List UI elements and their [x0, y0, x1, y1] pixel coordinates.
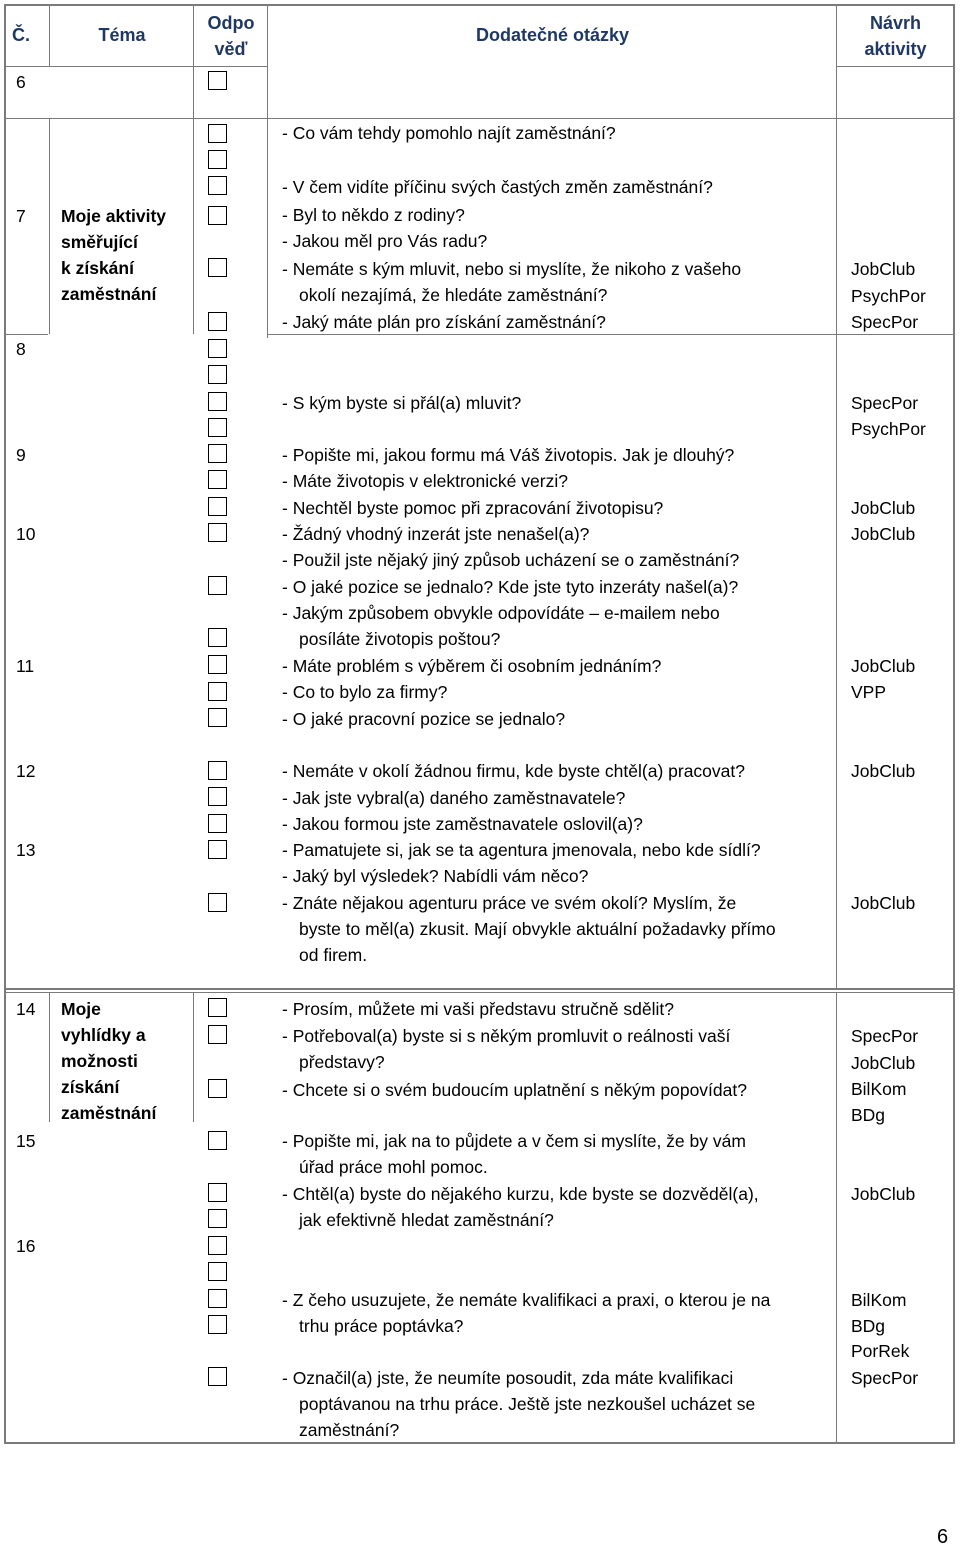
- theme-7-line-3: k získání: [61, 258, 134, 278]
- activity-label: PsychPor: [851, 419, 926, 439]
- question-line: posíláte životopis poštou?: [299, 629, 501, 649]
- answer-checkbox[interactable]: [208, 787, 227, 806]
- row-number-13: 13: [16, 840, 36, 860]
- theme-14-line-1: Moje: [61, 999, 101, 1019]
- row-number-8: 8: [16, 339, 26, 359]
- section-divider-4: [4, 992, 954, 993]
- answer-checkbox[interactable]: [208, 708, 227, 727]
- answer-checkbox[interactable]: [208, 1131, 227, 1150]
- column-divider-activity-b: [836, 992, 837, 1442]
- section-divider-1: [4, 118, 954, 119]
- question-line: okolí nezajímá, že hledáte zaměstnání?: [299, 285, 608, 305]
- answer-checkbox[interactable]: [208, 1289, 227, 1308]
- question-line: - Potřeboval(a) byste si s někým promluvit o reálnosti vaší: [282, 1026, 731, 1046]
- table-border-bottom: [4, 1442, 954, 1444]
- activity-label: JobClub: [851, 1184, 916, 1204]
- column-divider-num-c: [49, 992, 50, 1122]
- header-theme: Téma: [98, 25, 146, 45]
- answer-checkbox[interactable]: [208, 444, 227, 463]
- section-divider-2: [4, 334, 48, 335]
- theme-14-line-5: zaměstnání: [61, 1103, 157, 1123]
- activity-label: JobClub: [851, 656, 916, 676]
- theme-7-line-4: zaměstnání: [61, 284, 157, 304]
- question-line: - Chtěl(a) byste do nějakého kurzu, kde byste se dozvěděl(a),: [282, 1184, 759, 1204]
- answer-checkbox[interactable]: [208, 576, 227, 595]
- question-line: poptávanou na trhu práce. Ještě jste nezkoušel ucházet se: [299, 1394, 756, 1414]
- question-line: - Znáte nějakou agenturu práce ve svém okolí? Myslím, že: [282, 893, 737, 913]
- answer-checkbox[interactable]: [208, 893, 227, 912]
- answer-checkbox[interactable]: [208, 365, 227, 384]
- column-divider-theme-b: [193, 992, 194, 1122]
- question-line: - Jaký máte plán pro získání zaměstnání?: [282, 312, 606, 332]
- activity-label: VPP: [851, 682, 887, 702]
- question-line: - Jak jste vybral(a) daného zaměstnavatele?: [282, 788, 626, 808]
- answer-checkbox[interactable]: [208, 470, 227, 489]
- theme-14-line-3: možnosti: [61, 1051, 138, 1071]
- answer-checkbox[interactable]: [208, 258, 227, 277]
- row-number-7: 7: [16, 206, 26, 226]
- activity-label: PorRek: [851, 1341, 910, 1361]
- question-line: - Popište mi, jakou formu má Váš životopis. Jak je dlouhý?: [282, 445, 735, 465]
- question-line: - Prosím, můžete mi vaši představu stručně sdělit?: [282, 999, 674, 1019]
- question-line: - Nechtěl byste pomoc při zpracování životopisu?: [282, 498, 664, 518]
- header-questions: Dodatečné otázky: [475, 25, 630, 45]
- table-border-top: [4, 4, 954, 6]
- row-number-9: 9: [16, 445, 26, 465]
- question-line: úřad práce mohl pomoc.: [299, 1157, 488, 1177]
- question-line: byste to měl(a) zkusit. Mají obvykle aktuální požadavky přímo: [299, 919, 776, 939]
- header-answer-1: Odpo: [207, 13, 255, 33]
- question-line: - Byl to někdo z rodiny?: [282, 205, 465, 225]
- question-line: jak efektivně hledat zaměstnání?: [299, 1210, 554, 1230]
- question-line: trhu práce poptávka?: [299, 1316, 464, 1336]
- header-num: Č.: [12, 25, 30, 45]
- table-border-right: [953, 4, 955, 1444]
- answer-checkbox[interactable]: [208, 176, 227, 195]
- question-line: - V čem vidíte příčinu svých častých změn zaměstnání?: [282, 177, 713, 197]
- activity-label: SpecPor: [851, 1026, 919, 1046]
- question-line: - Jakou formou jste zaměstnavatele oslovil(a)?: [282, 814, 643, 834]
- answer-checkbox[interactable]: [208, 312, 227, 331]
- question-line: - Jakou měl pro Vás radu?: [282, 231, 488, 251]
- answer-checkbox[interactable]: [208, 206, 227, 225]
- question-line: - Jaký byl výsledek? Nabídli vám něco?: [282, 866, 589, 886]
- theme-14-line-2: vyhlídky a: [61, 1025, 146, 1045]
- question-line: - Nemáte v okolí žádnou firmu, kde byste chtěl(a) pracovat?: [282, 761, 745, 781]
- question-line: - Označil(a) jste, že neumíte posoudit, zda máte kvalifikaci: [282, 1368, 734, 1388]
- activity-label: SpecPor: [851, 393, 919, 413]
- answer-checkbox[interactable]: [208, 1315, 227, 1334]
- question-line: - Popište mi, jak na to půjdete a v čem si myslíte, že by vám: [282, 1131, 746, 1151]
- answer-checkbox[interactable]: [208, 1262, 227, 1281]
- header-activity-1: Návrh: [869, 13, 922, 33]
- header-activity-2: aktivity: [864, 39, 927, 59]
- question-line: - Co vám tehdy pomohlo najít zaměstnání?: [282, 123, 616, 143]
- header-rule-activity: [837, 66, 954, 67]
- row-number-16: 16: [16, 1236, 36, 1256]
- column-divider-activity: [836, 4, 837, 988]
- answer-checkbox[interactable]: [208, 392, 227, 411]
- answer-checkbox[interactable]: [208, 71, 227, 90]
- answer-checkbox[interactable]: [208, 1079, 227, 1098]
- question-line: - Máte životopis v elektronické verzi?: [282, 471, 568, 491]
- header-rule-answer: [194, 66, 268, 67]
- activity-label: BDg: [851, 1316, 886, 1336]
- answer-checkbox[interactable]: [208, 840, 227, 859]
- question-line: zaměstnání?: [299, 1420, 400, 1440]
- page-number: 6: [937, 1526, 949, 1548]
- activity-label: JobClub: [851, 1053, 916, 1073]
- question-line: - Žádný vhodný inzerát jste nenašel(a)?: [282, 524, 590, 544]
- question-line: - Co to bylo za firmy?: [282, 682, 448, 702]
- activity-label: JobClub: [851, 498, 916, 518]
- question-line: představy?: [299, 1052, 385, 1072]
- activity-label: SpecPor: [851, 312, 919, 332]
- question-line: - S kým byste si přál(a) mluvit?: [282, 393, 522, 413]
- activity-label: BilKom: [851, 1290, 907, 1310]
- answer-checkbox[interactable]: [208, 497, 227, 516]
- row-number-15: 15: [16, 1131, 36, 1151]
- activity-label: JobClub: [851, 893, 916, 913]
- activity-label: PsychPor: [851, 286, 926, 306]
- activity-label: JobClub: [851, 524, 916, 544]
- activity-label: BDg: [851, 1105, 886, 1125]
- question-line: - Máte problém s výběrem či osobním jednáním?: [282, 656, 662, 676]
- row-number-10: 10: [16, 524, 36, 544]
- row-number-12: 12: [16, 761, 36, 781]
- question-line: - Pamatujete si, jak se ta agentura jmenovala, nebo kde sídlí?: [282, 840, 761, 860]
- question-line: - Použil jste nějaký jiný způsob ucházení se o zaměstnání?: [282, 550, 740, 570]
- section-divider-3: [4, 988, 954, 990]
- activity-label: JobClub: [851, 761, 916, 781]
- row-number-11: 11: [16, 656, 35, 676]
- question-line: od firem.: [299, 945, 368, 965]
- answer-checkbox[interactable]: [208, 523, 227, 542]
- theme-7-line-2: směřující: [61, 232, 138, 252]
- header-rule-theme: [50, 66, 194, 67]
- table-border-left: [4, 4, 6, 1444]
- activity-label: SpecPor: [851, 1368, 919, 1388]
- answer-checkbox[interactable]: [208, 339, 227, 358]
- answer-checkbox[interactable]: [208, 1209, 227, 1228]
- answer-checkbox[interactable]: [208, 150, 227, 169]
- answer-checkbox[interactable]: [208, 655, 227, 674]
- question-line: - Z čeho usuzujete, že nemáte kvalifikaci a praxi, o kterou je na: [282, 1290, 771, 1310]
- question-line: - Jakým způsobem obvykle odpovídáte – e-mailem nebo: [282, 603, 720, 623]
- row-number-6: 6: [16, 72, 26, 92]
- activity-label: JobClub: [851, 259, 916, 279]
- question-line: - O jaké pracovní pozice se jednalo?: [282, 709, 566, 729]
- question-line: - O jaké pozice se jednalo? Kde jste tyto inzeráty našel(a)?: [282, 577, 739, 597]
- theme-7-line-1: Moje aktivity: [61, 206, 167, 226]
- answer-checkbox[interactable]: [208, 1367, 227, 1386]
- answer-checkbox[interactable]: [208, 124, 227, 143]
- question-line: - Nemáte s kým mluvit, nebo si myslíte, že nikoho z vašeho: [282, 259, 742, 279]
- answer-checkbox[interactable]: [208, 1236, 227, 1255]
- row-number-14: 14: [16, 999, 36, 1019]
- answer-checkbox[interactable]: [208, 1025, 227, 1044]
- answer-checkbox[interactable]: [208, 761, 227, 780]
- question-line: - Chcete si o svém budoucím uplatnění s někým popovídat?: [282, 1080, 747, 1100]
- answer-checkbox[interactable]: [208, 628, 227, 647]
- answer-checkbox[interactable]: [208, 814, 227, 833]
- answer-checkbox[interactable]: [208, 682, 227, 701]
- activity-label: BilKom: [851, 1079, 907, 1099]
- answer-checkbox[interactable]: [208, 418, 227, 437]
- answer-checkbox[interactable]: [208, 998, 227, 1017]
- answer-checkbox[interactable]: [208, 1183, 227, 1202]
- column-divider-num-b: [49, 118, 50, 334]
- header-rule: [4, 66, 50, 67]
- header-answer-2: věď: [214, 39, 248, 59]
- theme-14-line-4: získání: [61, 1077, 120, 1097]
